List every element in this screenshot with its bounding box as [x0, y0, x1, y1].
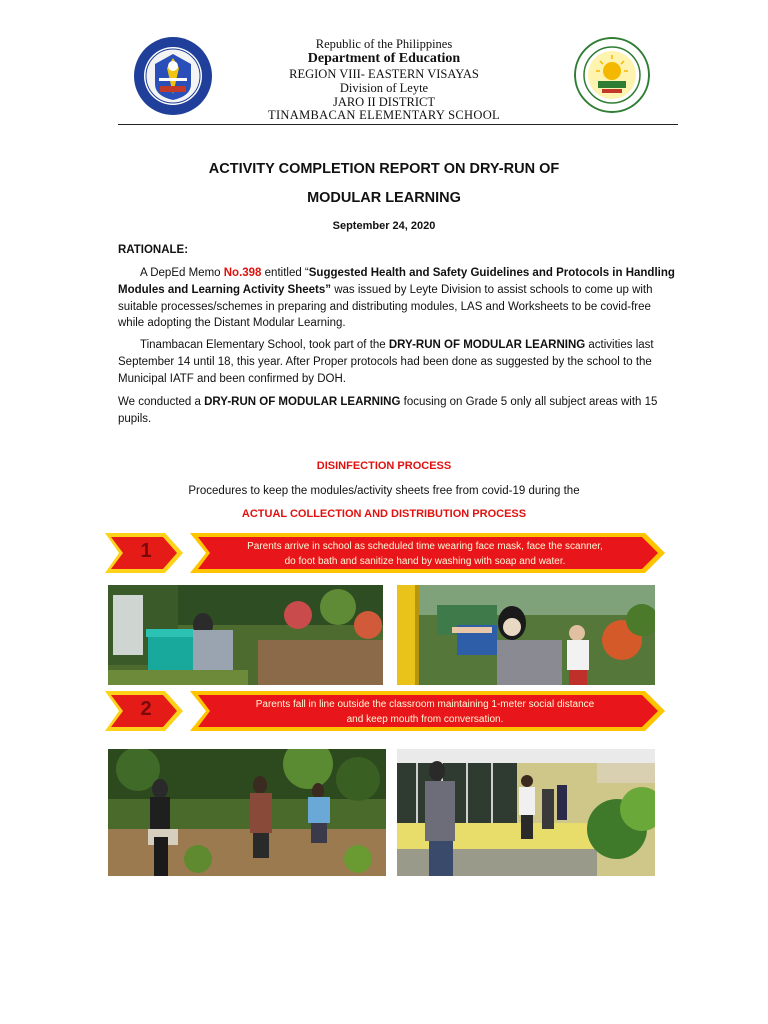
header-district: JARO II DISTRICT — [332, 95, 436, 109]
document-title-line2: MODULAR LEARNING — [307, 190, 461, 206]
photo-parents-lining-outdoors — [108, 749, 386, 876]
p2-text-b: activities last September 14 until 18, this year. After Proper protocols had been done as suggested by the school to the Municipal IATF and been confirmed by DOH. — [118, 339, 654, 385]
step-2-line1: Parents fall in line outside the classroom maintaining 1-meter social distance — [255, 699, 595, 710]
p2-text-a: Tinambacan Elementary School, took part of the — [140, 339, 389, 351]
step-1-line2: do foot bath and sanitize hand by washing with soap and water. — [284, 556, 566, 567]
step-2-number: 2 — [140, 698, 152, 720]
photo-temperature-scanning — [397, 585, 655, 685]
rationale-heading: RATIONALE: — [118, 244, 189, 256]
actual-process-heading: ACTUAL COLLECTION AND DISTRIBUTION PROCESS — [241, 508, 527, 520]
p3-text-b: focusing on Grade 5 only all subject areas with 15 pupils. — [118, 396, 658, 425]
p1-text-c: was issued by Leyte Division to assist schools to come up with suitable processes/schemes in preparing and distributing modules, LAS and Worksheets to be covid-free while adopting the Distant Modular Learning. — [118, 283, 653, 330]
p3-bold: DRY-RUN OF MODULAR LEARNING — [204, 396, 401, 408]
step-2-description — [205, 697, 645, 727]
header-division: Division of Leyte — [339, 81, 429, 95]
header-republic: Republic of the Philippines — [315, 37, 453, 51]
document-title-line1: ACTIVITY COMPLETION REPORT ON DRY-RUN OF — [208, 161, 560, 177]
memo-number: No.398 — [223, 267, 262, 279]
header-department: Department of Education — [307, 51, 461, 66]
rationale-paragraph-3 — [118, 394, 678, 428]
rationale-paragraph-2 — [118, 337, 678, 387]
header-region: REGION VIII- EASTERN VISAYAS — [289, 67, 479, 81]
rationale-paragraph-1 — [118, 265, 678, 332]
header-divider — [118, 124, 678, 125]
step-2-line2: and keep mouth from conversation. — [346, 714, 504, 725]
disinfection-heading: DISINFECTION PROCESS — [316, 460, 452, 472]
header-school: TINAMBACAN ELEMENTARY SCHOOL — [268, 108, 500, 122]
procedures-intro: Procedures to keep the modules/activity sheets free from covid-19 during the — [188, 485, 580, 497]
photo-foot-bath-station — [108, 585, 383, 685]
p1-text-a: A DepEd Memo — [140, 267, 224, 279]
step-1-line1: Parents arrive in school as scheduled time wearing face mask, face the scanner, — [247, 541, 603, 552]
p2-bold: DRY-RUN OF MODULAR LEARNING — [388, 339, 586, 351]
step-1-number: 1 — [140, 540, 152, 562]
p3-text-a: We conducted a — [118, 396, 205, 408]
p1-text-b: entitled “ — [261, 267, 309, 279]
step-1-description — [205, 539, 645, 569]
photo-classroom-queue — [397, 749, 655, 876]
memo-title: Suggested Health and Safety Guidelines and Protocols in Handling Modules and Learning Activity Sheets” — [118, 267, 675, 296]
document-date: September 24, 2020 — [332, 220, 436, 232]
